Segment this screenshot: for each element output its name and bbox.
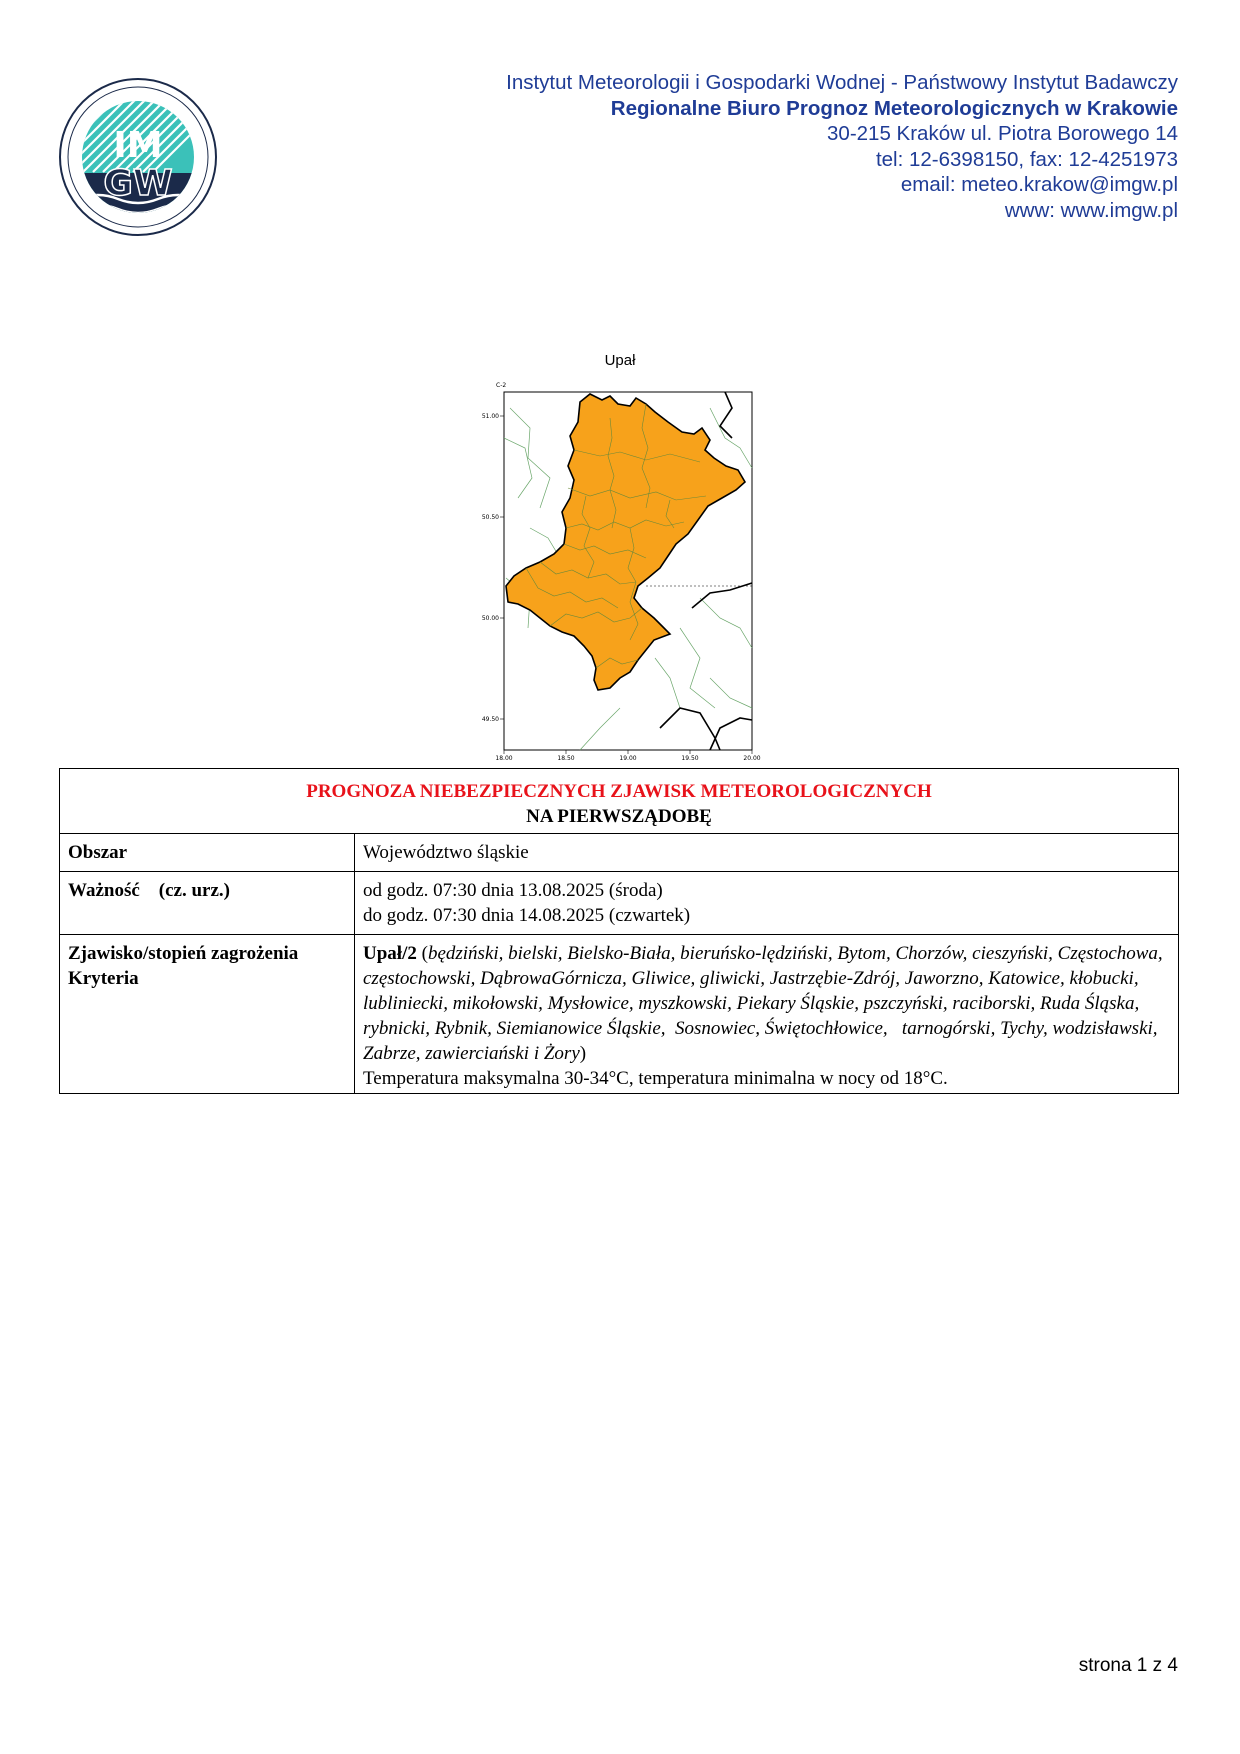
email-link[interactable]: email: meteo.krakow@imgw.pl — [900, 173, 1178, 196]
table-row — [60, 834, 1179, 872]
table-title — [60, 769, 1179, 834]
lon-label: 18.50 — [557, 755, 575, 760]
table-row — [60, 935, 1179, 1094]
lon-label: 18.00 — [495, 755, 513, 760]
forecast-title: PROGNOZA NIEBEZPIECZNYCH ZJAWISK METEOROLOGICZNYCH — [306, 781, 932, 802]
phenomenon-close: ) — [579, 1043, 587, 1064]
forecast-table — [59, 768, 1179, 1094]
logo-letters-bottom: GW — [103, 163, 173, 204]
criteria-value: Temperatura maksymalna 30-34°C, temperatura minimalna w nocy od 18°C. — [363, 1068, 948, 1089]
validity-label: Ważność (cz. urz.) — [60, 872, 355, 935]
lat-label: 50.00 — [481, 615, 499, 622]
phenomenon-value — [355, 935, 1179, 1094]
website-link[interactable]: www: www.imgw.pl — [1004, 198, 1178, 222]
page-number: strona 1 z 4 — [1078, 1655, 1178, 1676]
office-name: Regionalne Biuro Prognoz Meteorologicznych w Krakowie — [610, 96, 1178, 120]
warning-map — [470, 378, 770, 760]
area-label: Obszar — [60, 834, 355, 872]
map-title: Upał — [604, 352, 636, 369]
lat-label: 49.50 — [481, 716, 499, 723]
forecast-subtitle: NA PIERWSZĄDOBĘ — [526, 806, 712, 827]
criteria-label: Kryteria — [68, 968, 139, 989]
logo-letters-top: IM — [113, 125, 163, 166]
lon-label: 20.00 — [743, 755, 761, 760]
phone-fax: tel: 12-6398150, fax: 12-4251973 — [875, 147, 1178, 171]
lat-label: 51.00 — [481, 413, 499, 420]
institute-name: Instytut Meteorologii i Gospodarki Wodnej - Państwowy Instytut Badawczy — [506, 71, 1178, 94]
phenomenon-name: Upał/2 — [363, 943, 417, 964]
phenomenon-labels — [60, 935, 355, 1094]
lon-label: 19.00 — [619, 755, 637, 760]
phenomenon-label: Zjawisko/stopień zagrożenia — [68, 943, 299, 964]
validity-to: do godz. 07:30 dnia 14.08.2025 (czwartek) — [363, 905, 691, 926]
lon-label: 19.50 — [681, 755, 699, 760]
imgw-logo — [58, 77, 218, 237]
validity-value — [355, 872, 1179, 935]
phenomenon-open: ( — [416, 943, 428, 964]
phenomenon-districts: będziński, bielski, Bielsko-Biała, bieruńsko-lędziński, Bytom, Chorzów, cieszyński, Częstochowa, częstochowski, DąbrowaGórnicza, Gliwice, gliwicki, Jastrzębie-Zdrój, Jaworzno, Katowice, kłobucki, lubliniecki, mikołowski, Mysłowice, myszkowski, Piekary Śląskie, pszczyński, raciborski, Ruda Śląska, rybnicki, Rybnik, Siemianowice Śląskie, Sosnowiec, Świętochłowice, tarnogórski, Tychy, wodzisławski, Zabrze, zawierciański i Żory — [363, 943, 1168, 1064]
table-title-row — [60, 769, 1179, 834]
area-value: Województwo śląskie — [355, 834, 1179, 872]
lat-label: 50.50 — [481, 514, 499, 521]
map-corner-label: C-2 — [496, 382, 507, 389]
institute-header — [506, 70, 1178, 223]
address: 30-215 Kraków ul. Piotra Borowego 14 — [827, 122, 1178, 145]
validity-from: od godz. 07:30 dnia 13.08.2025 (środa) — [363, 880, 663, 901]
table-row — [60, 872, 1179, 935]
